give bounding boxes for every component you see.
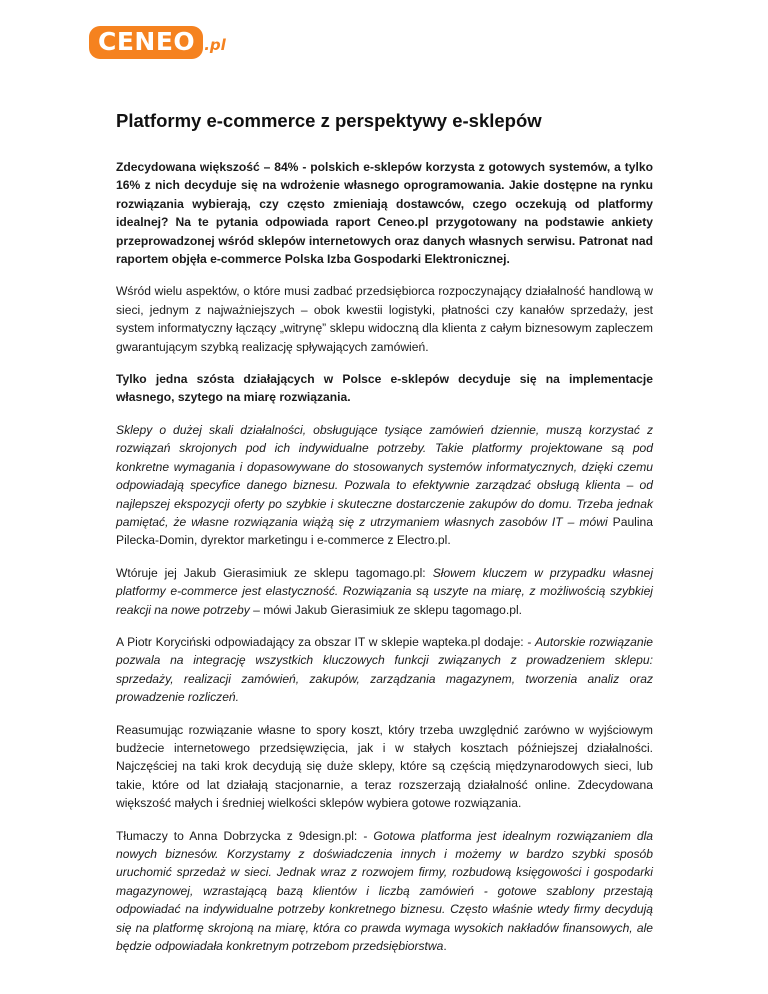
quote-attribution: – mówi Jakub Gierasimiuk ze sklepu tagomago.pl. xyxy=(249,602,523,617)
paragraph-quote-wapteka xyxy=(116,633,653,707)
ceneo-logo xyxy=(89,26,226,59)
paragraph-context: Wśród wielu aspektów, o które musi zadbać przedsiębiorca rozpoczynający działalność handlową w sieci, jednym z najważniejszych – obok kwestii logistyki, płatności czy kanałów sprzedaży, jest system informatyczny łączący „witrynę” sklepu widoczną dla klienta z całym biznesowym zapleczem gwarantującym szybką realizację spływających zamówień. xyxy=(116,284,653,354)
paragraph-highlight: Tylko jedna szósta działających w Polsce e-sklepów decyduje się na implementacje własnego, szytego na miarę rozwiązania. xyxy=(116,372,653,405)
paragraph-quote-tagomago xyxy=(116,564,653,619)
quote-text: Gotowa platforma jest idealnym rozwiązaniem dla nowych biznesów. Korzystamy z doświadczenia innych i możemy w bardzo szybki sposób uruchomić sprzedaż w sieci. Jednak wraz z rozwojem firmy, rozbudową księgowości i gospodarki magazynowej, wzrastającą bazą klientów i liczbą zamówień - gotowe szablony przestają odpowiadać na indywidualne potrzeby konkretnego biznesu. Często właśnie wtedy firmy decydują się na platformę skrojoną na miarę, która co prawda wymaga wysokich nakładów finansowych, ale będzie odpowiadała konkretnym potrzebom przedsiębiorstwa xyxy=(116,828,653,954)
quote-text: Autorskie rozwiązanie pozwala na integrację wszystkich kluczowych funkcji związanych z prowadzeniem sklepu: sprzedaży, realizacji zamówień, zakupów, zarządzania magazynem, tworzenia analiz oraz prowadzenie rozliczeń. xyxy=(116,634,653,705)
quote-intro: A Piotr Koryciński odpowiadający za obszar IT w sklepie wapteka.pl dodaje: - xyxy=(116,634,536,649)
paragraph-quote-9design xyxy=(116,827,653,956)
quote-text: Słowem kluczem w przypadku własnej platformy e-commerce jest elastyczność. Rozwiązania są uszyte na miarę, z możliwością szybkiej reakcji na nowe potrzeby xyxy=(116,565,654,617)
quote-intro: Tłumaczy to Anna Dobrzycka z 9design.pl: - xyxy=(116,828,374,843)
article-body xyxy=(116,108,653,969)
logo-suffix: .pl xyxy=(204,36,226,54)
quote-end: . xyxy=(443,939,447,954)
paragraph-summary: Reasumując rozwiązanie własne to spory koszt, który trzeba uwzględnić zarówno w wyjściowym budżecie internetowego przedsięwzięcia, jak i w stałych kosztach późniejszej działalności. Najczęściej na taki krok decydują się duże sklepy, które są częścią międzynarodowych sieci, lub takie, które od lat działają stacjonarnie, a teraz rozszerzają działalność online. Zdecydowana większość małych i średniej wielkości sklepów wybiera gotowe rozwiązania. xyxy=(116,722,653,811)
article-title: Platformy e-commerce z perspektywy e-sklepów xyxy=(116,110,542,131)
quote-attribution: Paulina Pilecka-Domin, dyrektor marketingu i e-commerce z Electro.pl. xyxy=(116,514,653,548)
paragraph-quote-electro xyxy=(116,421,653,550)
lead-paragraph: Zdecydowana większość – 84% - polskich e-sklepów korzysta z gotowych systemów, a tylko 16% z nich decyduje się na wdrożenie własnego oprogramowania. Jakie dostępne na rynku rozwiązania wybierają, czy często zmieniają dostawców, czego oczekują od platformy idealnej? Na te pytania odpowiada raport Ceneo.pl przygotowany na podstawie ankiety przeprowadzonej wśród sklepów internetowych oraz danych własnych serwisu. Patronat nad raportem objęła e-commerce Polska Izba Gospodarki Elektronicznej. xyxy=(116,160,653,267)
logo-brand: CENEO xyxy=(89,26,203,59)
quote-intro: Wtóruje jej Jakub Gierasimiuk ze sklepu tagomago.pl: xyxy=(116,565,433,580)
quote-text: Sklepy o dużej skali działalności, obsługujące tysiące zamówień dziennie, muszą korzystać z rozwiązań skrojonych pod ich indywidualne potrzeby. Takie platformy projektowane są pod konkretne wymagania i dopasowywane do stosowanych systemów informatycznych, dzięki czemu odpowiadają specyfice danego biznesu. Pozwala to efektywnie zarządzać obsługą klienta – od najlepszej ekspozycji oferty po szybkie i skuteczne dostarczenie zakupów do domu. Trzeba jednak pamiętać, że własne rozwiązania wiążą się z utrzymaniem własnych zasobów IT – mówi xyxy=(116,422,653,529)
